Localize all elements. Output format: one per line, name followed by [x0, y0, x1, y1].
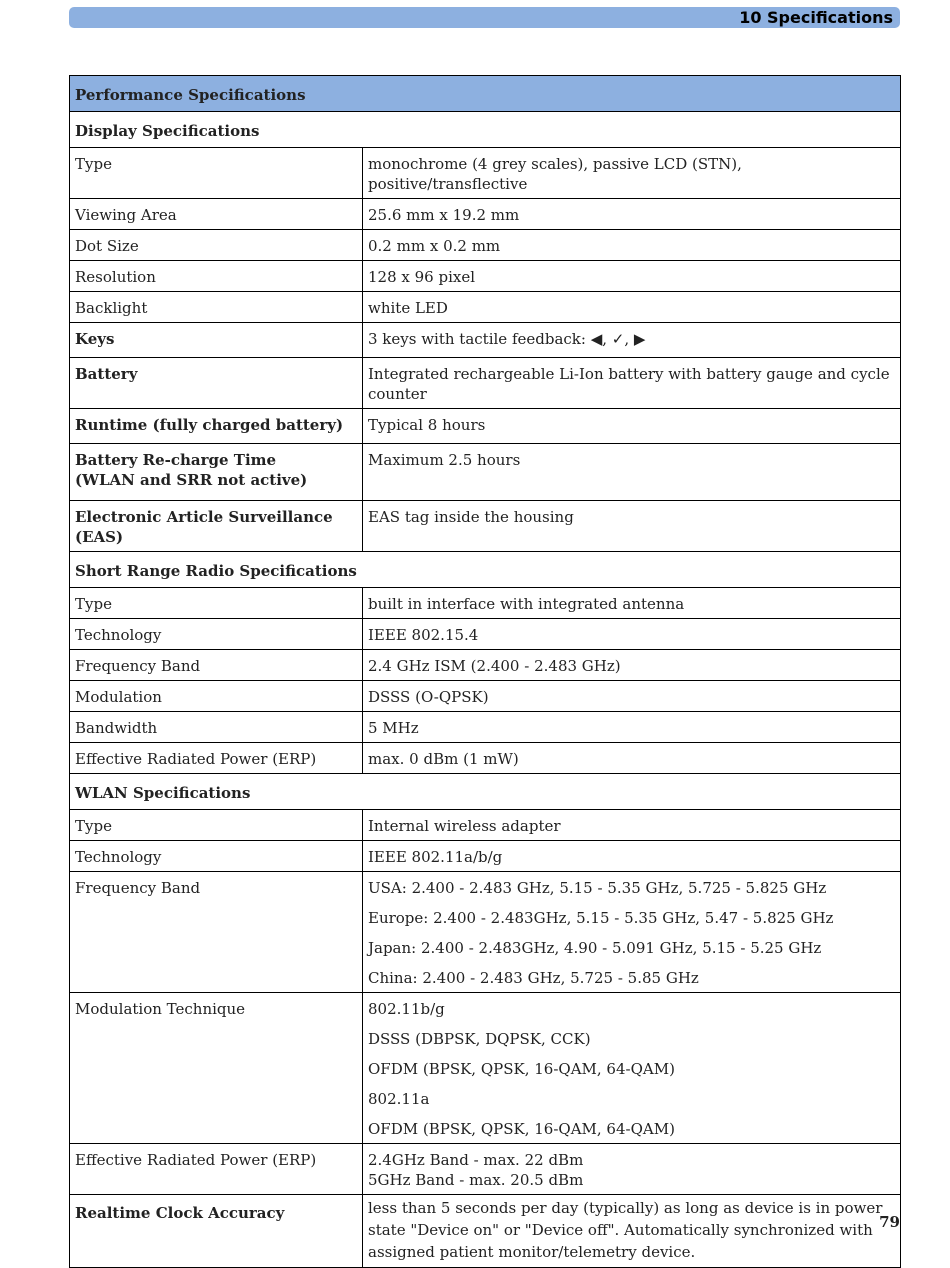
row-label: Dot Size: [70, 230, 363, 261]
row-value: IEEE 802.11a/b/g: [363, 841, 901, 872]
table-row: [70, 148, 901, 199]
row-label: [70, 444, 363, 501]
row-value: DSSS (O-QPSK): [363, 681, 901, 712]
row-value: 3 keys with tactile feedback: ◀, ✓, ▶: [363, 323, 901, 358]
row-label: Realtime Clock Accuracy: [70, 1195, 363, 1268]
row-label: Effective Radiated Power (ERP): [70, 743, 363, 774]
row-value: built in interface with integrated antenna: [363, 588, 901, 619]
srr-specifications-heading: Short Range Radio Specifications: [70, 552, 901, 588]
value-line: 802.11a: [368, 1090, 430, 1108]
row-value: IEEE 802.15.4: [363, 619, 901, 650]
table-row: [70, 261, 901, 292]
table-row: [70, 444, 901, 501]
value-line: China: 2.400 - 2.483 GHz, 5.725 - 5.85 GHz: [368, 969, 699, 987]
row-label: Keys: [70, 323, 363, 358]
row-value: white LED: [363, 292, 901, 323]
section-heading-row: [70, 774, 901, 810]
page-number: 79: [879, 1213, 900, 1231]
row-value: Integrated rechargeable Li-Ion battery with battery gauge and cycle counter: [363, 358, 901, 409]
row-label: Type: [70, 148, 363, 199]
row-value: max. 0 dBm (1 mW): [363, 743, 901, 774]
table-row: [70, 681, 901, 712]
chapter-title: 10 Specifications: [739, 8, 893, 27]
wlan-specifications-heading: WLAN Specifications: [70, 774, 901, 810]
row-value: [363, 1144, 901, 1195]
row-value: Maximum 2.5 hours: [363, 444, 901, 501]
value-line: Japan: 2.400 - 2.483GHz, 4.90 - 5.091 GHz, 5.15 - 5.25 GHz: [368, 939, 822, 957]
table-row: [70, 199, 901, 230]
row-value: Internal wireless adapter: [363, 810, 901, 841]
row-value: 2.4 GHz ISM (2.400 - 2.483 GHz): [363, 650, 901, 681]
value-line: 5GHz Band - max. 20.5 dBm: [368, 1171, 584, 1189]
row-value: [363, 993, 901, 1144]
row-label: Type: [70, 810, 363, 841]
row-label: Modulation: [70, 681, 363, 712]
row-label: Technology: [70, 619, 363, 650]
table-title-row: [70, 76, 901, 112]
row-label: Frequency Band: [70, 872, 363, 993]
row-value: EAS tag inside the housing: [363, 501, 901, 552]
row-label-line: Battery Re-charge Time: [75, 451, 277, 469]
section-heading-row: [70, 552, 901, 588]
row-value: monochrome (4 grey scales), passive LCD (STN), positive/transflective: [363, 148, 901, 199]
row-label: Frequency Band: [70, 650, 363, 681]
value-line: OFDM (BPSK, QPSK, 16-QAM, 64-QAM): [368, 1120, 675, 1138]
value-line: Europe: 2.400 - 2.483GHz, 5.15 - 5.35 GHz, 5.47 - 5.825 GHz: [368, 909, 834, 927]
table-row: [70, 993, 901, 1144]
table-row: [70, 810, 901, 841]
table-row: [70, 292, 901, 323]
value-line: USA: 2.400 - 2.483 GHz, 5.15 - 5.35 GHz, 5.725 - 5.825 GHz: [368, 879, 827, 897]
row-value: 0.2 mm x 0.2 mm: [363, 230, 901, 261]
row-label: Type: [70, 588, 363, 619]
table-row: [70, 323, 901, 358]
table-row: [70, 712, 901, 743]
row-value: 25.6 mm x 19.2 mm: [363, 199, 901, 230]
row-label: Electronic Article Surveillance (EAS): [70, 501, 363, 552]
table-row: [70, 1144, 901, 1195]
table-row: [70, 358, 901, 409]
row-value: Typical 8 hours: [363, 409, 901, 444]
table-row: [70, 588, 901, 619]
row-value: [363, 872, 901, 993]
table-row: [70, 650, 901, 681]
table-row: [70, 872, 901, 993]
table-row: [70, 501, 901, 552]
table-row: [70, 1195, 901, 1268]
display-specifications-heading: Display Specifications: [70, 112, 901, 148]
value-line: OFDM (BPSK, QPSK, 16-QAM, 64-QAM): [368, 1060, 675, 1078]
table-row: [70, 230, 901, 261]
table-row: [70, 409, 901, 444]
row-label: Modulation Technique: [70, 993, 363, 1144]
row-label: Bandwidth: [70, 712, 363, 743]
row-label: Resolution: [70, 261, 363, 292]
table-row: [70, 619, 901, 650]
row-value: 128 x 96 pixel: [363, 261, 901, 292]
row-value: less than 5 seconds per day (typically) as long as device is in power state "Device on" or "Device off". Automatically synchronized with assigned patient monitor/telemetry device.: [363, 1195, 901, 1268]
value-line: 2.4GHz Band - max. 22 dBm: [368, 1151, 584, 1169]
row-label: Battery: [70, 358, 363, 409]
table-title: Performance Specifications: [70, 76, 901, 112]
row-value: 5 MHz: [363, 712, 901, 743]
performance-specifications-table: [69, 75, 901, 1268]
row-label: Effective Radiated Power (ERP): [70, 1144, 363, 1195]
row-label: Viewing Area: [70, 199, 363, 230]
row-label: Backlight: [70, 292, 363, 323]
table-row: [70, 743, 901, 774]
value-line: DSSS (DBPSK, DQPSK, CCK): [368, 1030, 591, 1048]
chapter-header-bar: [69, 7, 900, 28]
table-row: [70, 841, 901, 872]
section-heading-row: [70, 112, 901, 148]
row-label-line: (WLAN and SRR not active): [75, 471, 308, 489]
row-label: Runtime (fully charged battery): [70, 409, 363, 444]
row-label: Technology: [70, 841, 363, 872]
value-line: 802.11b/g: [368, 1000, 445, 1018]
